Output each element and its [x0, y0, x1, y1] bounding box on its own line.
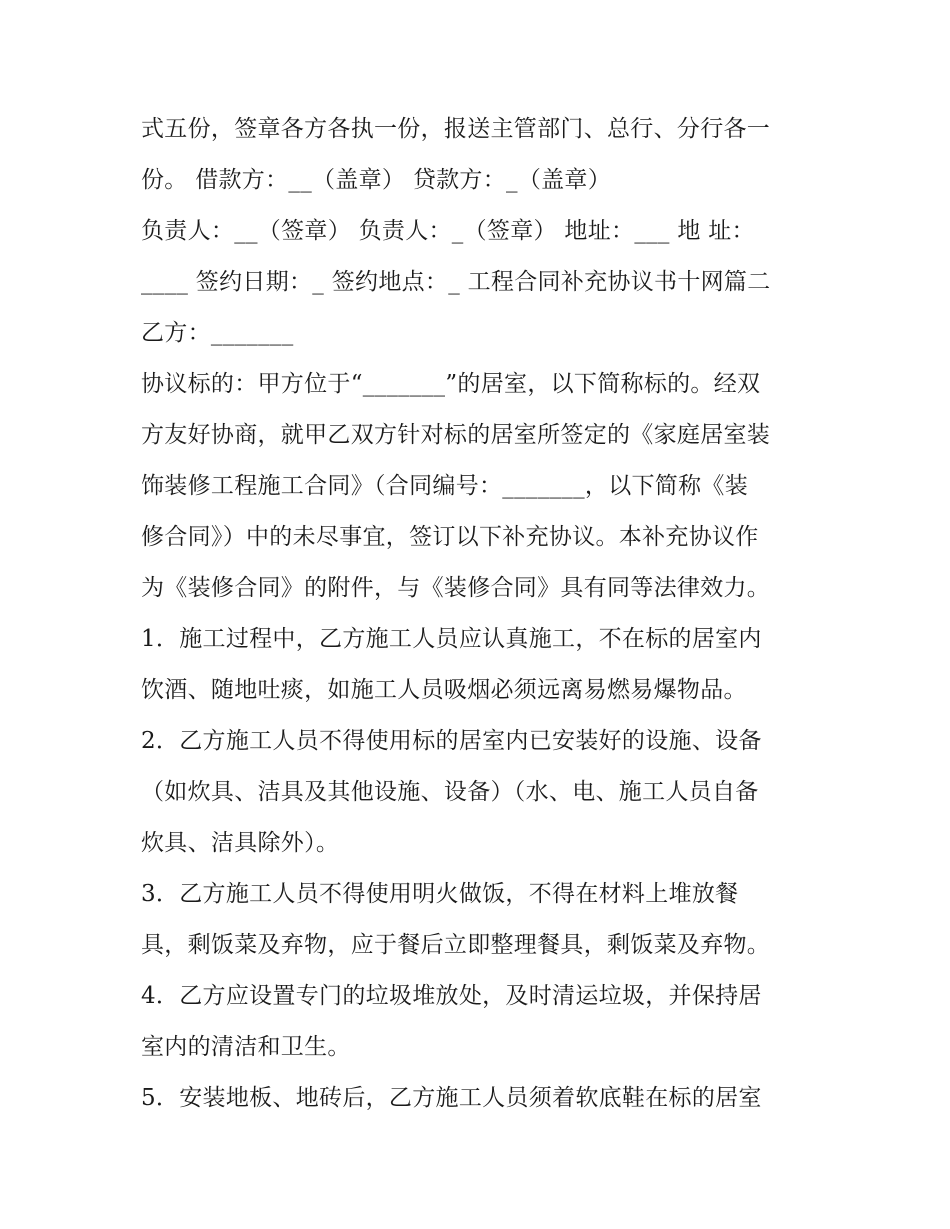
- text-line: 5．安装地板、地砖后，乙方施工人员须着软底鞋在标的居室: [141, 1085, 762, 1111]
- text-line: 具，剩饭菜及弃物，应于餐后立即整理餐具，剩饭菜及弃物。: [141, 932, 771, 958]
- text-line: 方友好协商，就甲乙双方针对标的居室所签定的《家庭居室装: [141, 422, 771, 448]
- text-line: 式五份，签章各方各执一份，报送主管部门、总行、分行各一: [141, 116, 771, 142]
- text-line: 饮酒、随地吐痰，如施工人员吸烟必须远离易燃易爆物品。: [141, 677, 747, 703]
- text-line: 1．施工过程中，乙方施工人员应认真施工，不在标的居室内: [141, 626, 762, 652]
- text-line: 饰装修工程施工合同》（合同编号：_______，以下简称《装: [141, 473, 748, 499]
- text-line: 室内的清洁和卫生。: [141, 1034, 351, 1060]
- text-line: （如炊具、洁具及其他设施、设备）（水、电、施工人员自备: [141, 779, 759, 805]
- text-line: 份。 借款方：__（盖章） 贷款方：_（盖章）: [141, 167, 612, 193]
- text-line: 乙方：_______: [141, 320, 294, 346]
- document-body: [141, 104, 821, 1124]
- text-line: ____ 签约日期：_ 签约地点：_ 工程合同补充协议书十网篇二: [141, 269, 771, 295]
- text-line: 2．乙方施工人员不得使用标的居室内已安装好的设施、设备: [141, 728, 762, 754]
- text-line: 为《装修合同》的附件，与《装修合同》具有同等法律效力。: [141, 575, 771, 601]
- text-line: 协议标的：甲方位于“_______”的居室，以下简称标的。经双: [141, 371, 761, 397]
- text-line: 炊具、洁具除外）。: [141, 830, 340, 856]
- text-line: 负责人：__（签章） 负责人：_（签章） 地址：___ 地 址：: [141, 218, 755, 244]
- text-line: 修合同》）中的未尽事宜，签订以下补充协议。本补充协议作: [141, 524, 759, 550]
- text-line: 3．乙方施工人员不得使用明火做饭，不得在材料上堆放餐: [141, 881, 739, 907]
- text-line: 4．乙方应设置专门的垃圾堆放处，及时清运垃圾，并保持居: [141, 983, 762, 1009]
